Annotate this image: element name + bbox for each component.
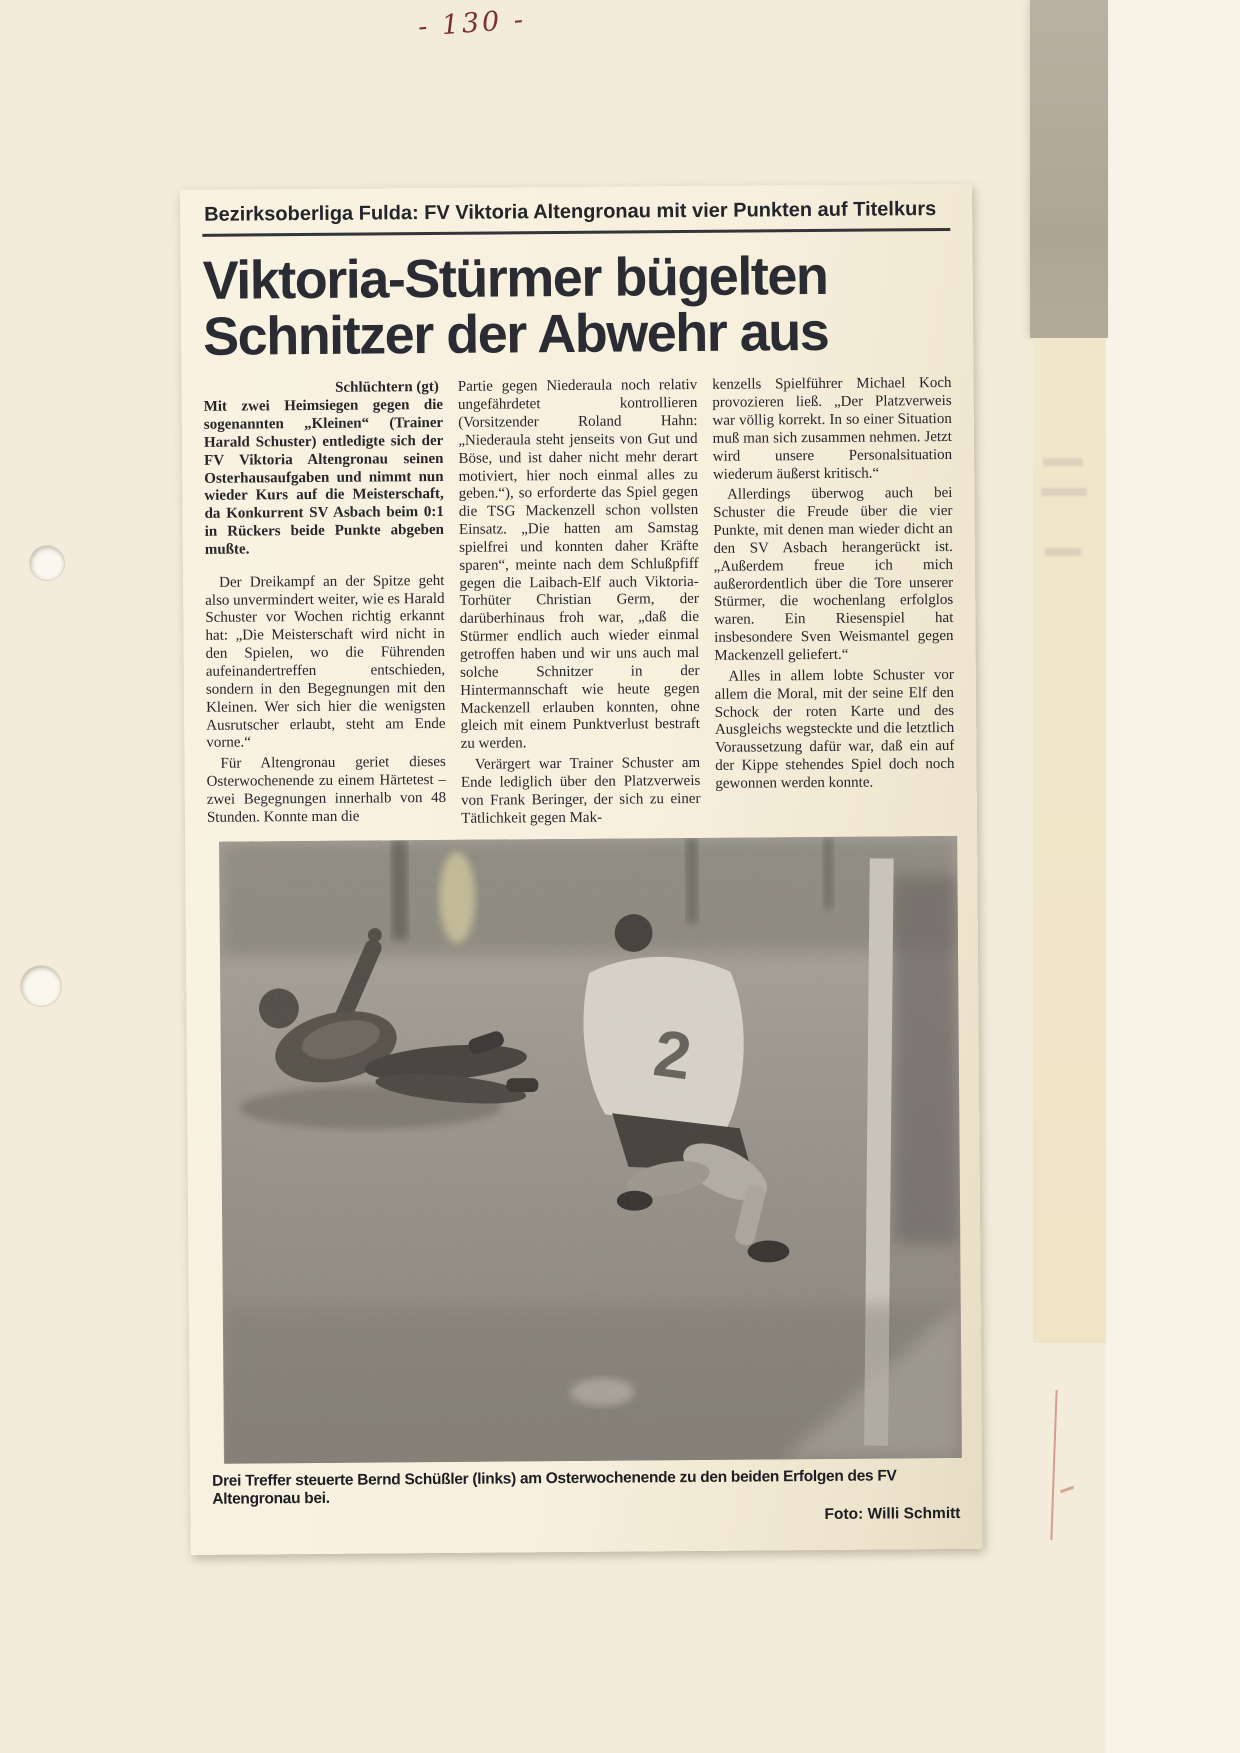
column-3 <box>712 375 955 826</box>
dateline: Schlüchtern (gt) <box>335 379 439 397</box>
photo-caption: Drei Treffer steuerte Bernd Schüßler (links) am Osterwochenende zu den beiden Erfolgen des FV Altengronau bei. <box>212 1467 897 1509</box>
punch-hole <box>30 546 64 580</box>
column-2 <box>458 377 701 828</box>
article-body <box>204 375 956 830</box>
column-1 <box>204 379 447 830</box>
faint-print-mark <box>1043 458 1083 466</box>
halftone-grain <box>220 836 961 1464</box>
punch-hole <box>21 966 61 1006</box>
faint-print-mark <box>1045 548 1081 556</box>
paragraph: Partie gegen Niederaula noch relativ ungefährdetet kontrollieren (Vorsitzender Roland Hahn: „Niederaula steht jenseits von Gut und Böse, und ist daher nicht mehr derart motiviert, hier noch einmal alles zu geben.“), so erforderte das Spiel gegen die TSG Mackenzell schon vollsten Einsatz. „Die hatten am Samstag spielfrei und konnten daher Kräfte sparen“, meinte nach dem Schlußpfiff gegen die Laibach-Elf auch Viktoria-Torhüter Christian Germ, der darüberhinaus froh war, „daß die Stürmer endlich auch wieder einmal getroffen haben und wir uns auch mal solche Schnitzer in der Hintermannschaft wie heute gegen Mackenzell erlauben konnten, ohne gleich mit einem Punktverlust bestraft zu werden. <box>457 377 700 752</box>
handwritten-page-number: - 130 - <box>417 4 527 43</box>
paragraph: kenzells Spielführer Michael Koch provozieren ließ. „Der Platzverweis war völlig korrekt. In so einer Situation muß man sich zusammen nehmen. Jetzt wird unsere Personalsituation wiederum äußerst kritisch.“ <box>712 375 953 483</box>
paragraph: Der Dreikampf an der Spitze geht also unvermindert weiter, wie es Harald Schuster vor Wochen richtig erkannt hat: „Die Meisterschaft wird nicht in den Spielen, wo die Führenden aufeinandertreffen entschieden, sondern in den Begegnungen mit den Kleinen. Wer sich hier die wenigsten Ausrutscher erlaubt, steht am Ende vorne.“ <box>205 572 446 752</box>
paragraph: Für Altengronau geriet dieses Osterwochenende zu einem Härtetest – zwei Begegnungen innerhalb von 48 Stunden. Konnte man die <box>206 754 447 826</box>
paragraph: Alles in allem lobte Schuster vor allem die Moral, mit der seine Elf den Schock der roten Karte und des Ausgleichs wegsteckte und die letztlich Voraussetzung dafür war, daß ein auf der Kippe stehendes Spiel doch noch gewonnen werden konnte. <box>714 666 955 792</box>
soccer-photo <box>219 836 962 1464</box>
kicker: Bezirksoberliga Fulda: FV Viktoria Altengronau mit vier Punkten auf Titelkurs <box>202 196 950 237</box>
photo-credit: Foto: Willi Schmitt <box>824 1505 961 1524</box>
red-pen-mark <box>1050 1390 1057 1540</box>
adjacent-clipping-gray-band <box>1030 0 1108 338</box>
newspaper-clipping <box>180 184 983 1556</box>
paragraph: Allerdings überwog auch bei Schuster die Freude über die vier Punkte, mit denen man wieder dicht an den SV Asbach herangerückt ist. „Außerdem freue ich mich außerordentlich über die Tore unserer Stürmer, die wochenlang erfolglos waren. Ein Riesenspiel hat insbesondere Sven Weismantel gegen Mackenzell geliefert.“ <box>713 485 954 664</box>
red-pen-mark <box>1060 1486 1074 1494</box>
paragraph: Mit zwei Heimsiegen gegen die sogenannten „Kleinen“ (Trainer Harald Schuster) entledigte sich der FV Viktoria Altengronau seinen Osterhausaufgaben und nimmt nun wieder Kurs auf die Meisterschaft, da Konkurrent SV Asbach beim 0:1 in Rückers beide Punkte abgeben mußte. <box>203 397 445 558</box>
page-right-margin <box>1106 0 1240 1753</box>
faint-print-mark <box>1041 488 1087 496</box>
adjacent-clipping-strip <box>1033 338 1106 1343</box>
paragraph: Verärgert war Trainer Schuster am Ende lediglich über den Platzverweis von Frank Beringer, der sich zu einer Tätlichkeit gegen Mak- <box>460 754 701 827</box>
headline: Viktoria-Stürmer bügelten Schnitzer der Abwehr aus <box>202 245 829 367</box>
article-photo <box>219 836 940 1464</box>
jersey-number: 2 <box>649 1016 696 1094</box>
